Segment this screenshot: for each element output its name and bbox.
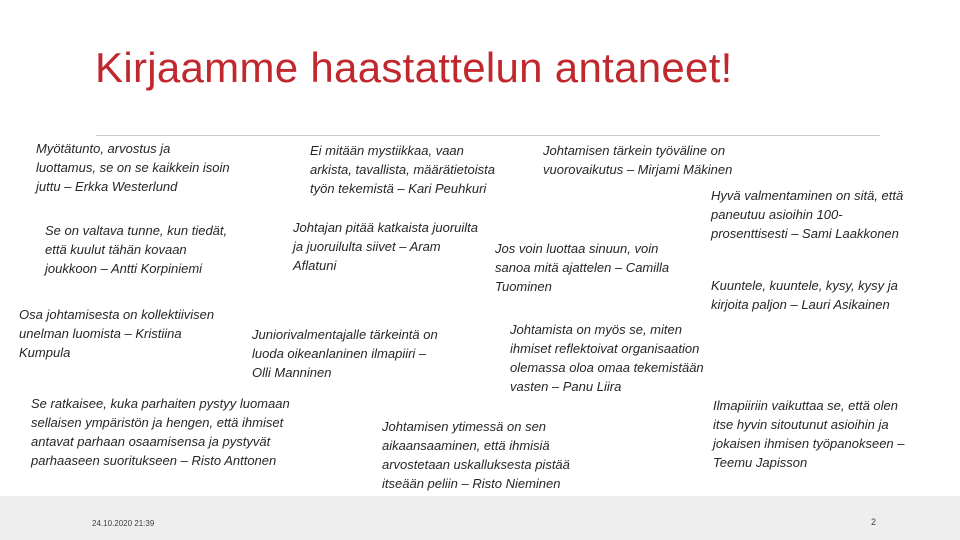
quote-korpiniemi: Se on valtava tunne, kun tiedät, että kuulut tähän kovaan joukkoon – Antti Korpiniemi bbox=[45, 223, 228, 276]
quote-kumpula: Osa johtamisesta on kollektiivisen unelman luomista – Kristiina Kumpula bbox=[19, 307, 215, 360]
quote-peuhkuri: Ei mitään mystiikkaa, vaan arkista, tavallista, määrätietoista työn tekemistä – Kari Peuhkuri bbox=[310, 143, 495, 196]
footer-bar bbox=[0, 496, 960, 540]
quote-nieminen: Johtamisen ytimessä on sen aikaansaaminen, että ihmisiä arvostetaan uskalluksesta pistää itseään peliin – Risto Nieminen bbox=[382, 419, 570, 491]
slide-title: Kirjaamme haastattelun antaneet! bbox=[95, 44, 733, 91]
quote-westerlund: Myötätunto, arvostus ja luottamus, se on se kaikkein isoin juttu – Erkka Westerlund bbox=[36, 141, 230, 194]
quote-makinen: Johtamisen tärkein työväline on vuorovaikutus – Mirjami Mäkinen bbox=[543, 143, 733, 177]
footer-date: 24.10.2020 21:39 bbox=[92, 519, 155, 528]
quote-laakkonen: Hyvä valmentaminen on sitä, että paneutuu asioihin 100- prosenttisesti – Sami Laakkonen bbox=[711, 188, 904, 241]
quote-liira: Johtamista on myös se, miten ihmiset reflektoivat organisaation olemassa oloa omaa tekemistään vasten – Panu Liira bbox=[510, 322, 704, 394]
quote-aflatuni: Johtajan pitää katkaista juoruilta ja juoruilulta siivet – Aram Aflatuni bbox=[293, 220, 479, 273]
quote-manninen: Juniorivalmentajalle tärkeintä on luoda oikeanlaninen ilmapiiri – Olli Manninen bbox=[252, 327, 438, 380]
page-number: 2 bbox=[871, 517, 877, 527]
quote-asikainen: Kuuntele, kuuntele, kysy, kysy ja kirjoita paljon – Lauri Asikainen bbox=[711, 278, 898, 312]
quote-anttonen: Se ratkaisee, kuka parhaiten pystyy luomaan sellaisen ympäristön ja hengen, että ihmiset antavat parhaan osaamisensa ja pystyvät parhaaseen suoritukseen – Risto Anttonen bbox=[31, 396, 290, 468]
quote-japisson: Ilmapiiriin vaikuttaa se, että olen itse hyvin sitoutunut asioihin ja jokaisen ihmisen työpanokseen – Teemu Japisson bbox=[713, 398, 905, 470]
title-divider bbox=[96, 135, 880, 136]
quote-tuominen: Jos voin luottaa sinuun, voin sanoa mitä ajattelen – Camilla Tuominen bbox=[495, 241, 670, 294]
